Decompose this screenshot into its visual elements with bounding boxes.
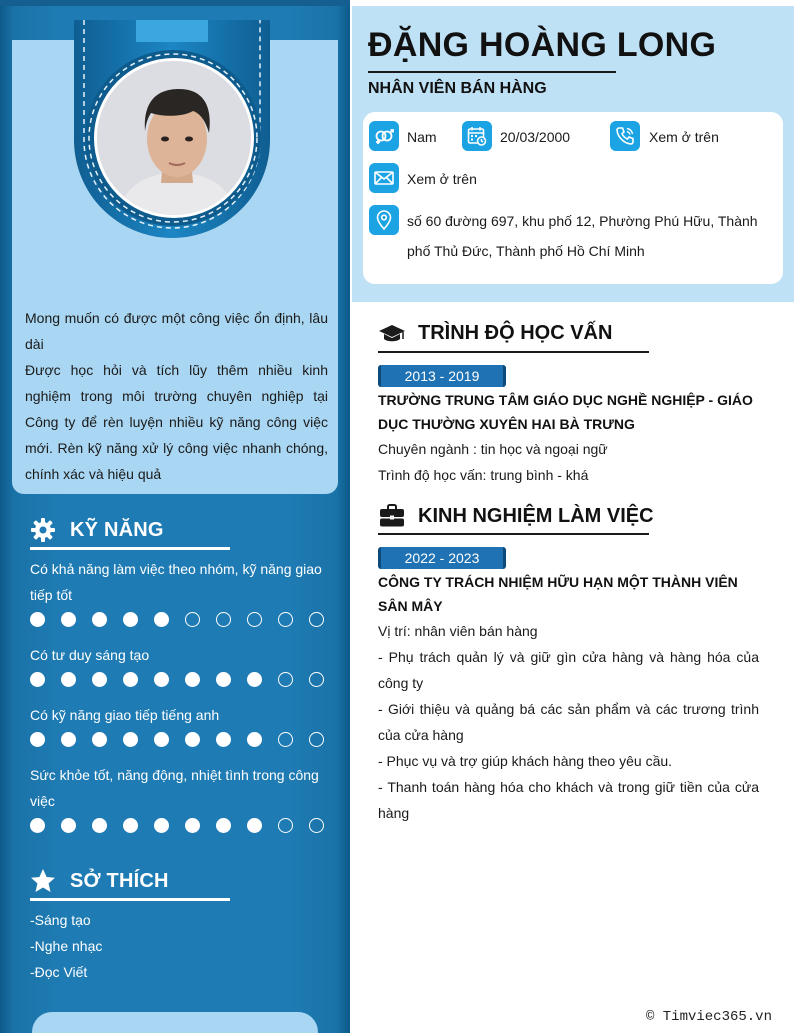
left-top-strip [0, 0, 350, 6]
skill-name: Có tư duy sáng tạo [30, 647, 150, 663]
rating-dot-filled [185, 672, 200, 687]
experience-duty: - Phụ trách quản lý và giữ gìn cửa hàng và hàng hóa của công ty [378, 649, 759, 691]
rating-dot-filled [61, 818, 76, 833]
rating-dot-filled [216, 672, 231, 687]
experience-duty: - Giới thiệu và quảng bá các sản phẩm và các trương trình của cửa hàng [378, 701, 759, 743]
rating-dot-empty [278, 612, 293, 627]
rating-dot-filled [185, 732, 200, 747]
hobby-item: -Sáng tạo [30, 912, 91, 928]
experience-duty: - Phục vụ và trợ giúp khách hàng theo yêu cầu. [378, 753, 673, 769]
rating-dot-empty [309, 672, 324, 687]
education-major: Chuyên ngành : tin học và ngoại ngữ [378, 441, 608, 457]
rating-dot-filled [92, 672, 107, 687]
rating-dot-filled [123, 818, 138, 833]
hobby-item: -Nghe nhạc [30, 938, 103, 954]
education-underline [378, 351, 649, 353]
skills-heading [30, 517, 164, 543]
phone-value: Xem ở trên [649, 129, 719, 145]
gear-icon [30, 517, 56, 543]
rating-dot-filled [30, 672, 45, 687]
star-icon [30, 868, 56, 894]
calendar-icon [462, 121, 492, 151]
gender-icon [369, 121, 399, 151]
experience-title: KINH NGHIỆM LÀM VIỆC [418, 504, 654, 527]
rating-dot-filled [247, 818, 262, 833]
mail-icon [369, 163, 399, 193]
bottom-panel [32, 1012, 318, 1033]
hobbies-underline [30, 898, 230, 901]
rating-dot-filled [123, 732, 138, 747]
skill-rating [30, 818, 330, 836]
experience-underline [378, 533, 649, 535]
skill-item [30, 556, 330, 630]
rating-dot-empty [185, 612, 200, 627]
skill-item [30, 642, 330, 690]
rating-dot-empty [309, 818, 324, 833]
rating-dot-filled [92, 818, 107, 833]
email-value: Xem ở trên [407, 171, 477, 187]
skill-name: Sức khỏe tốt, năng động, nhiệt tình trong công việc [30, 767, 319, 809]
rating-dot-empty [278, 672, 293, 687]
experience-heading [378, 503, 654, 529]
skills-list [30, 556, 330, 848]
avatar-photo [94, 58, 254, 218]
hobbies-heading [30, 868, 169, 894]
birthdate-value: 20/03/2000 [500, 129, 571, 145]
skill-name: Có khả năng làm việc theo nhóm, kỹ năng giao tiếp tốt [30, 561, 322, 603]
rating-dot-empty [216, 612, 231, 627]
education-period: 2013 - 2019 [378, 365, 506, 387]
hobby-item: -Đọc Viết [30, 964, 88, 980]
address-value: số 60 đường 697, khu phố 12, Phường Phú Hữu, Thành phố Thủ Đức, Thành phố Hồ Chí Minh [407, 213, 758, 259]
education-title: TRÌNH ĐỘ HỌC VẤN [418, 321, 613, 344]
skill-item [30, 762, 330, 836]
skills-underline [30, 547, 230, 550]
rating-dot-filled [154, 612, 169, 627]
briefcase-icon [378, 503, 406, 529]
experience-period: 2022 - 2023 [378, 547, 506, 569]
education-level: Trình độ học vấn: trung bình - khá [378, 467, 589, 483]
skill-rating [30, 612, 330, 630]
rating-dot-filled [30, 818, 45, 833]
rating-dot-filled [154, 672, 169, 687]
graduation-cap-icon [378, 320, 406, 346]
rating-dot-filled [61, 612, 76, 627]
rating-dot-filled [216, 818, 231, 833]
hobbies-list [30, 907, 102, 985]
skill-rating [30, 732, 330, 750]
candidate-name: ĐẶNG HOÀNG LONG [368, 26, 717, 64]
rating-dot-filled [185, 818, 200, 833]
objective-line-2: Được học hỏi và tích lũy thêm nhiều kinh nghiệm trong môi trường chuyên nghiệp tại Công ty để rèn luyện nhiều kỹ năng công việc mới. Rèn kỹ năng xử lý công việc nhanh chóng, chính xác và hiệu quả [25, 362, 328, 482]
left-column [0, 0, 350, 1033]
objective-line-1: Mong muốn có được một công việc ổn định, lâu dài [25, 310, 328, 352]
company-name: CÔNG TY TRÁCH NHIỆM HỮU HẠN MỘT THÀNH VIÊN SÂN MÂY [378, 574, 738, 614]
name-divider [368, 71, 616, 73]
education-heading [378, 320, 612, 346]
rating-dot-filled [154, 732, 169, 747]
skill-rating [30, 672, 330, 690]
rating-dot-filled [30, 612, 45, 627]
rating-dot-filled [247, 672, 262, 687]
rating-dot-empty [309, 732, 324, 747]
job-title: NHÂN VIÊN BÁN HÀNG [368, 80, 547, 97]
rating-dot-filled [92, 732, 107, 747]
rating-dot-filled [123, 672, 138, 687]
phone-icon [610, 121, 640, 151]
experience-position: Vị trí: nhân viên bán hàng [378, 623, 538, 639]
rating-dot-filled [30, 732, 45, 747]
rating-dot-empty [309, 612, 324, 627]
location-pin-icon [369, 205, 399, 235]
rating-dot-filled [154, 818, 169, 833]
gender-value: Nam [407, 129, 437, 145]
rating-dot-filled [61, 672, 76, 687]
school-name: TRƯỜNG TRUNG TÂM GIÁO DỤC NGHỀ NGHIỆP - GIÁO DỤC THƯỜNG XUYÊN HAI BÀ TRƯNG [378, 392, 753, 432]
rating-dot-empty [278, 818, 293, 833]
rating-dot-filled [61, 732, 76, 747]
rating-dot-filled [123, 612, 138, 627]
skill-name: Có kỹ năng giao tiếp tiếng anh [30, 707, 220, 723]
skills-title: KỸ NĂNG [70, 518, 164, 541]
rating-dot-empty [247, 612, 262, 627]
career-objective [25, 305, 328, 487]
rating-dot-empty [278, 732, 293, 747]
rating-dot-filled [216, 732, 231, 747]
footer-brand: © Timviec365.vn [645, 1009, 772, 1025]
hobbies-title: SỞ THÍCH [70, 869, 169, 892]
rating-dot-filled [247, 732, 262, 747]
experience-duty: - Thanh toán hàng hóa cho khách và trong giữ tiền của cửa hàng [378, 779, 759, 821]
rating-dot-filled [92, 612, 107, 627]
skill-item [30, 702, 330, 750]
